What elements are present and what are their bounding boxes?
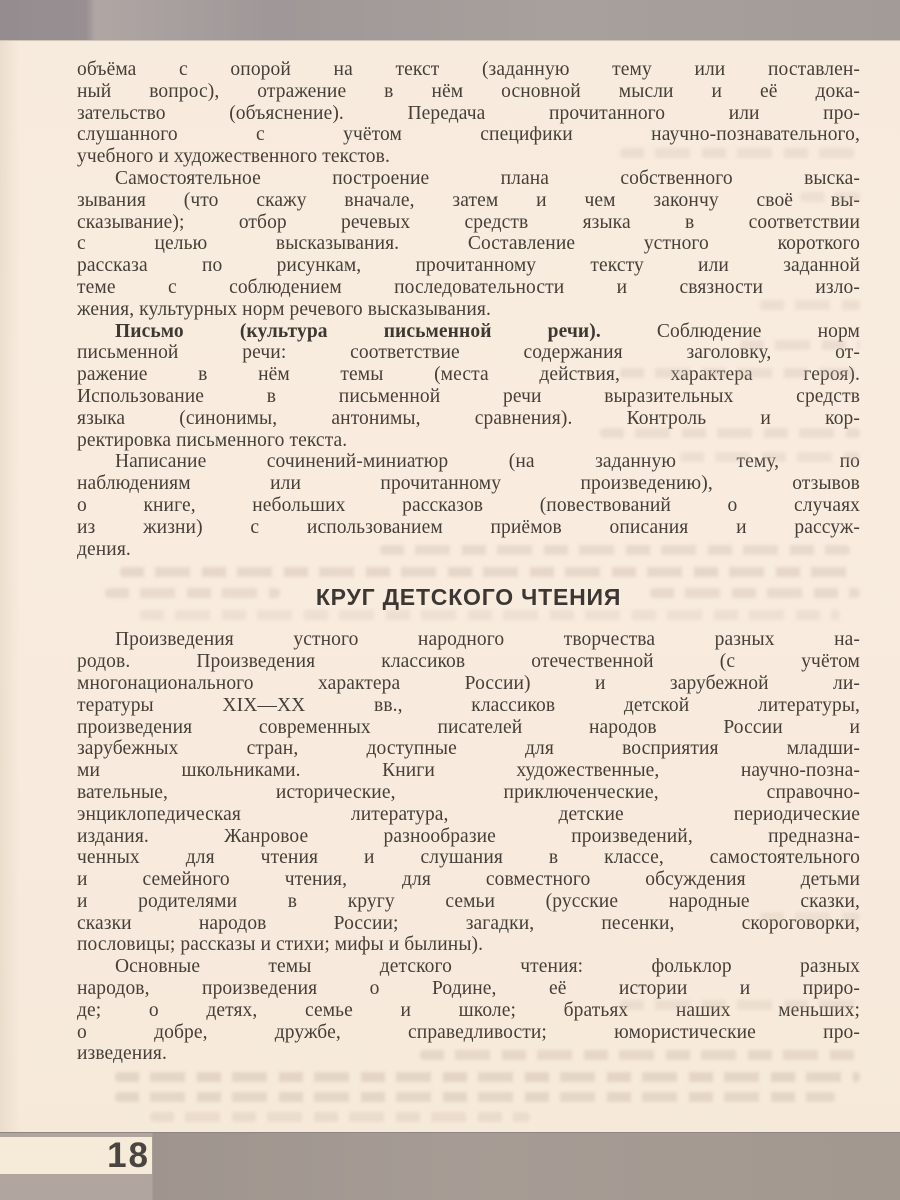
- text-line: энциклопедическая литература, детские периодические: [77, 803, 860, 825]
- text-line: из жизни) с использованием приёмов описания и рассуж-: [77, 516, 860, 538]
- paragraph: [77, 59, 860, 168]
- page-number: 18: [107, 1135, 150, 1175]
- text-line: сказки народов России; загадки, песенки, скороговорки,: [77, 912, 860, 934]
- text-line: дения.: [77, 538, 131, 560]
- paragraph: [77, 321, 860, 452]
- text-line: о добре, дружбе, справедливости; юмористические про-: [77, 1021, 860, 1043]
- paragraph: [77, 168, 860, 321]
- bleedthrough-artifact: [115, 1092, 835, 1102]
- text-line: Написание сочинений-миниатюр (на заданную тему, по: [115, 451, 860, 473]
- text-line: объёма с опорой на текст (заданную тему или поставлен-: [77, 59, 860, 80]
- bleedthrough-artifact: [115, 1072, 860, 1082]
- text-line: языка (синонимы, антонимы, сравнения). Контроль и кор-: [77, 407, 860, 429]
- text-line: и родителями в кругу семьи (русские народные сказки,: [77, 890, 860, 912]
- text-line: Основные темы детского чтения: фольклор разных: [115, 956, 860, 978]
- text-content: [77, 59, 860, 1065]
- section-heading: КРУГ ДЕТСКОГО ЧТЕНИЯ: [315, 584, 622, 611]
- text-line: родов. Произведения классиков отечественной (с учётом: [77, 651, 860, 673]
- top-scan-border: [0, 0, 900, 40]
- text-line: ректировка письменного текста.: [77, 429, 348, 451]
- text-line: вательные, исторические, приключенческие, справочно-: [77, 781, 860, 803]
- text-line: ченных для чтения и слушания в классе, самостоятельного: [77, 847, 860, 869]
- text-line: Письмо (культура письменной речи). Соблюдение норм: [115, 320, 860, 342]
- text-line: жения, культурных норм речевого высказывания.: [77, 298, 491, 320]
- text-line: ми школьниками. Книги художественные, научно-позна-: [77, 760, 860, 782]
- text-line: зывания (что скажу вначале, затем и чем закончу своё вы-: [77, 189, 860, 211]
- text-line: ный вопрос), отражение в нём основной мысли и её дока-: [77, 80, 860, 102]
- page-number-box: [0, 1137, 152, 1174]
- text-line: с целью высказывания. Составление устного короткого: [77, 233, 860, 255]
- text-line: зарубежных стран, доступные для восприятия младши-: [77, 738, 860, 760]
- text-line: Произведения устного народного творчества разных на-: [115, 629, 860, 651]
- bottom-scan-border: [0, 1132, 900, 1200]
- text-line: пословицы; рассказы и стихи; мифы и былины).: [77, 934, 484, 956]
- text-line: рассказа по рисункам, прочитанному тексту или заданной: [77, 255, 860, 277]
- text-line: тературы XIX—XX вв., классиков детской литературы,: [77, 694, 860, 716]
- text-line: произведения современных писателей народов России и: [77, 716, 860, 738]
- text-line: многонационального характера России) и зарубежной ли-: [77, 672, 860, 694]
- text-line: слушанного с учётом специфики научно-познавательного,: [77, 124, 860, 146]
- paragraph: [77, 629, 860, 956]
- page-text-block: [77, 59, 860, 1065]
- text-line: сказывание); отбор речевых средств языка в соответствии: [77, 211, 860, 233]
- paragraph: [77, 956, 860, 1065]
- text-line: издания. Жанровое разнообразие произведений, предназна-: [77, 825, 860, 847]
- text-line: Самостоятельное построение плана собственного выска-: [115, 167, 860, 189]
- bleedthrough-artifact: [150, 1112, 530, 1122]
- bold-lead: Письмо (культура письменной речи).: [115, 320, 601, 342]
- text-line: зательство (объяснение). Передача прочитанного или про-: [77, 102, 860, 124]
- paragraph: [77, 451, 860, 560]
- text-line: изведения.: [77, 1043, 167, 1065]
- text-line: письменной речи: соответствие содержания заголовку, от-: [77, 342, 860, 364]
- text-line: Использование в письменной речи выразительных средств: [77, 385, 860, 407]
- text-line: теме с соблюдением последовательности и связности изло-: [77, 276, 860, 298]
- text-line: о книге, небольших рассказов (повествований о случаях: [77, 494, 860, 516]
- text-line: народов, произведения о Родине, её истории и приро-: [77, 978, 860, 1000]
- text-line: де; о детях, семье и школе; братьях наших меньших;: [77, 999, 860, 1021]
- text-line: и семейного чтения, для совместного обсуждения детьми: [77, 869, 860, 891]
- text-line: наблюдениям или прочитанному произведению), отзывов: [77, 473, 860, 495]
- text-line: учебного и художественного текстов.: [77, 146, 390, 168]
- text-line: ражение в нём темы (места действия, характера героя).: [77, 364, 860, 386]
